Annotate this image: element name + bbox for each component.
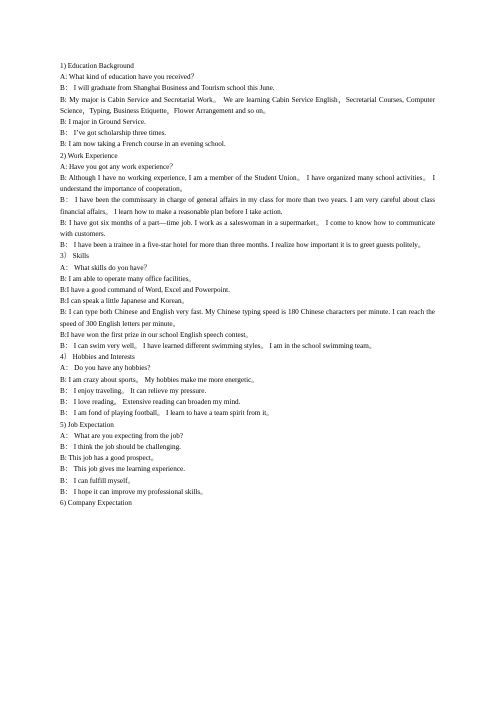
dialogue-line: A： What are you expecting from the job? <box>60 431 184 440</box>
dialogue-line: B： I’ve got scholarship three times. <box>60 129 167 138</box>
dialogue-line: B: I major in Ground Service. <box>60 118 146 127</box>
dialogue-line: B: This job has a good prospect。 <box>60 454 159 463</box>
dialogue-line: B： I love reading。 Extensive reading can broaden my mind. <box>60 398 241 407</box>
dialogue-line: A： What skills do you have？ <box>60 263 151 272</box>
document-page <box>60 61 435 509</box>
dialogue-line: B: I am able to operate many office facilities。 <box>60 274 196 283</box>
dialogue-line: B:I have a good command of Word, Excel and Powerpoint. <box>60 286 230 295</box>
dialogue-line: B: I am crazy about sports。 My hobbies make me more energetic。 <box>60 375 259 384</box>
section-heading-education: 1) Education Background <box>60 62 134 70</box>
section-heading-hobbies: 4） Hobbies and Interests <box>60 353 135 362</box>
dialogue-line: B： I am fond of playing football。 I learn to have a team spirit from it。 <box>60 409 274 418</box>
dialogue-line: B： This job gives me learning experience. <box>60 465 186 474</box>
section-heading-skills: 3） Skills <box>60 252 89 261</box>
section-heading-company-expectation: 6) Company Expectation <box>60 498 132 507</box>
section-heading-job-expectation: 5) Job Expectation <box>60 420 114 429</box>
dialogue-line: A: Have you got any work experience？ <box>60 162 177 171</box>
dialogue-line: B： I can swim very well。 I have learned different swimming styles。 I am in the school swimming team。 <box>60 342 377 351</box>
section-heading-work-experience: 2) Work Experience <box>60 151 118 160</box>
dialogue-line: B： I can fulfill myself。 <box>60 476 135 485</box>
dialogue-line: B： I have been a trainee in a five-star hotel for more than three months. I realize how important it is to greet guests politely。 <box>60 241 426 250</box>
dialogue-line: B： I hope it can improve my professional skills。 <box>60 487 208 496</box>
dialogue-line: B: My major is Cabin Service and Secretarial Work。 We are learning Cabin Service English，Secretarial Courses, Computer Science，Typing, Business Etiquette，Flower Arrangement and so on。 <box>60 95 435 115</box>
dialogue-line: B： I enjoy traveling。 It can relieve my pressure. <box>60 386 207 395</box>
dialogue-line: B: I have got six months of a part—time job. I work as a saleswoman in a supermarket。 I come to know how to communicate with customers. <box>60 218 435 239</box>
dialogue-line: B: I can type both Chinese and English very fast. My Chinese typing speed is 180 Chinese characters per minute. I can reach the speed of 300 English letters per minute。 <box>60 308 435 328</box>
dialogue-line: B: I am now taking a French course in an evening school. <box>60 140 226 149</box>
dialogue-line: B: Although I have no working experience, I am a member of the Student Union。 I have organized many school activities。 I understand the importance of cooperation。 <box>60 174 435 194</box>
dialogue-line: A: What kind of education have you received？ <box>60 73 198 82</box>
dialogue-line: B： I will graduate from Shanghai Business and Tourism school this June. <box>60 84 275 93</box>
dialogue-line: B： I think the job should be challenging. <box>60 442 181 451</box>
dialogue-line: B:I have won the first prize in our school English speech contest。 <box>60 330 253 339</box>
dialogue-line: B:I can speak a little Japanese and Korean。 <box>60 297 189 306</box>
dialogue-line: A： Do you have any hobbies? <box>60 364 151 373</box>
dialogue-line: B： I have been the commissary in charge of general affairs in my class for more than two years. I am very careful about class financial affairs。 I learn how to make a reasonable plan before I take action. <box>60 196 435 216</box>
